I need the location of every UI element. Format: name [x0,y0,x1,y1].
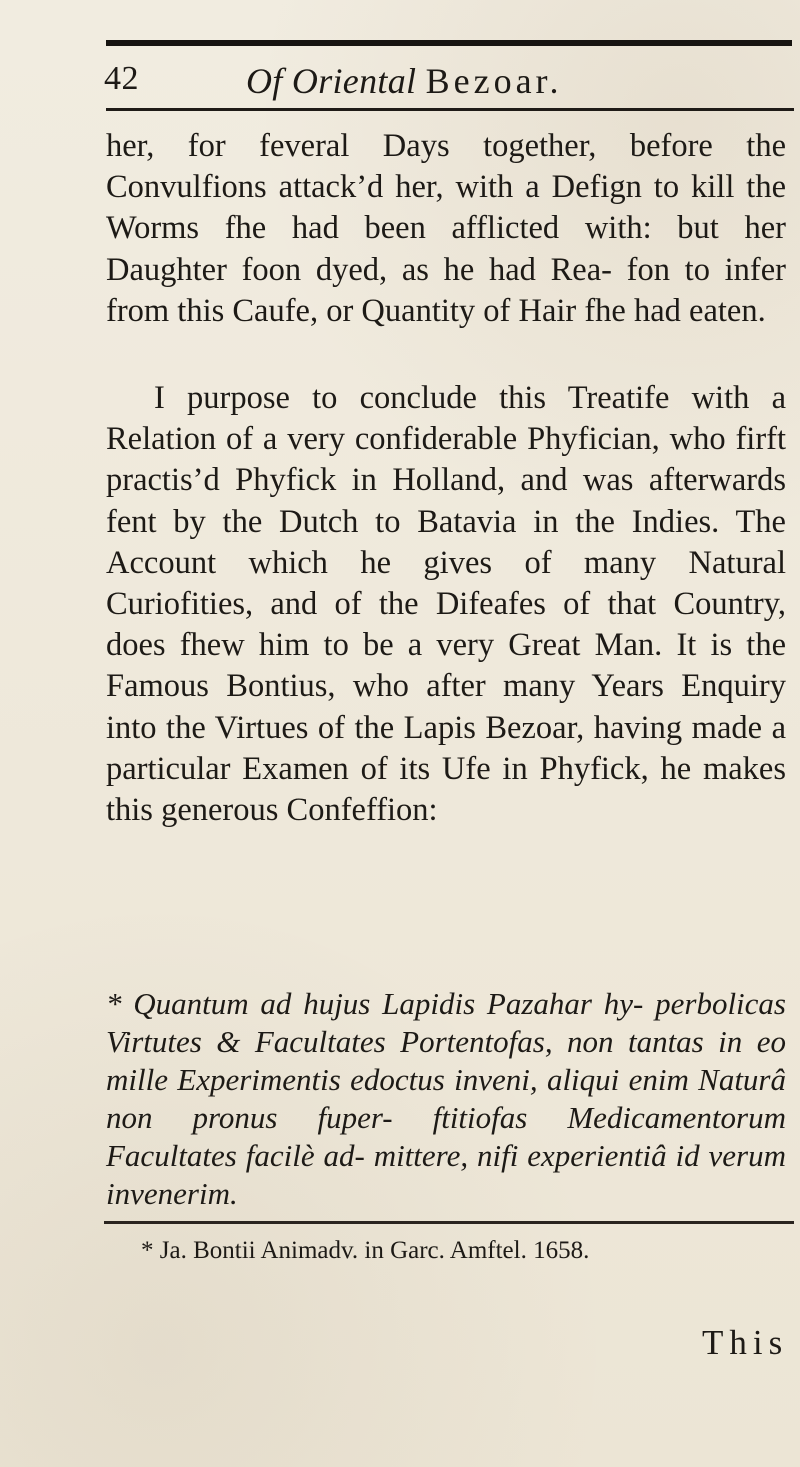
running-head-caps: Bezoar. [425,61,563,101]
paragraph-2: I purpose to conclude this Treatife with a Relation of a very confiderable Phyfician, who firft practis’d Phyfick in Holland, and was afterwards fent by the Dutch to Batavia in the Indies. The Account which he gives of many Natural Curiofities, and of the Difeafes of that Country, does fhew him to be a very Great Man. It is the Famous Bontius, who after many Years Enquiry into the Virtues of the Lapis Bezoar, having made a particular Examen of its Ufe in Phyfick, he makes this generous Confeffion: [106,380,786,829]
running-head [246,60,563,102]
footnote: * Ja. Bontii Animadv. in Garc. Amftel. 1658. [141,1237,590,1264]
page-number: 42 [104,60,139,97]
header-rule [106,108,794,111]
running-head-italic: Of Oriental [246,61,417,101]
paragraph-1: her, for feveral Days together, before the Convulfions attack’d her, with a Defign to kill the Worms fhe had been afflicted with: but her Daughter foon dyed, as he had Rea- fon to infer from this Caufe, or Quantity of Hair fhe had eaten. [106,128,786,329]
footnote-rule [104,1221,794,1224]
main-text [106,126,786,831]
page-header [104,58,794,106]
top-rule [106,40,792,46]
catchword: This [702,1323,789,1362]
latin-quotation: * Quantum ad hujus Lapidis Pazahar hy- perbolicas Virtutes & Facultates Portentofas, non tantas in eo mille Experimentis edoctus inveni, aliqui enim Naturâ non pronus fuper- ftitiofas Medicamentorum Facultates facilè ad- mittere, nifi experientiâ id verum invenerim. [106,986,786,1211]
